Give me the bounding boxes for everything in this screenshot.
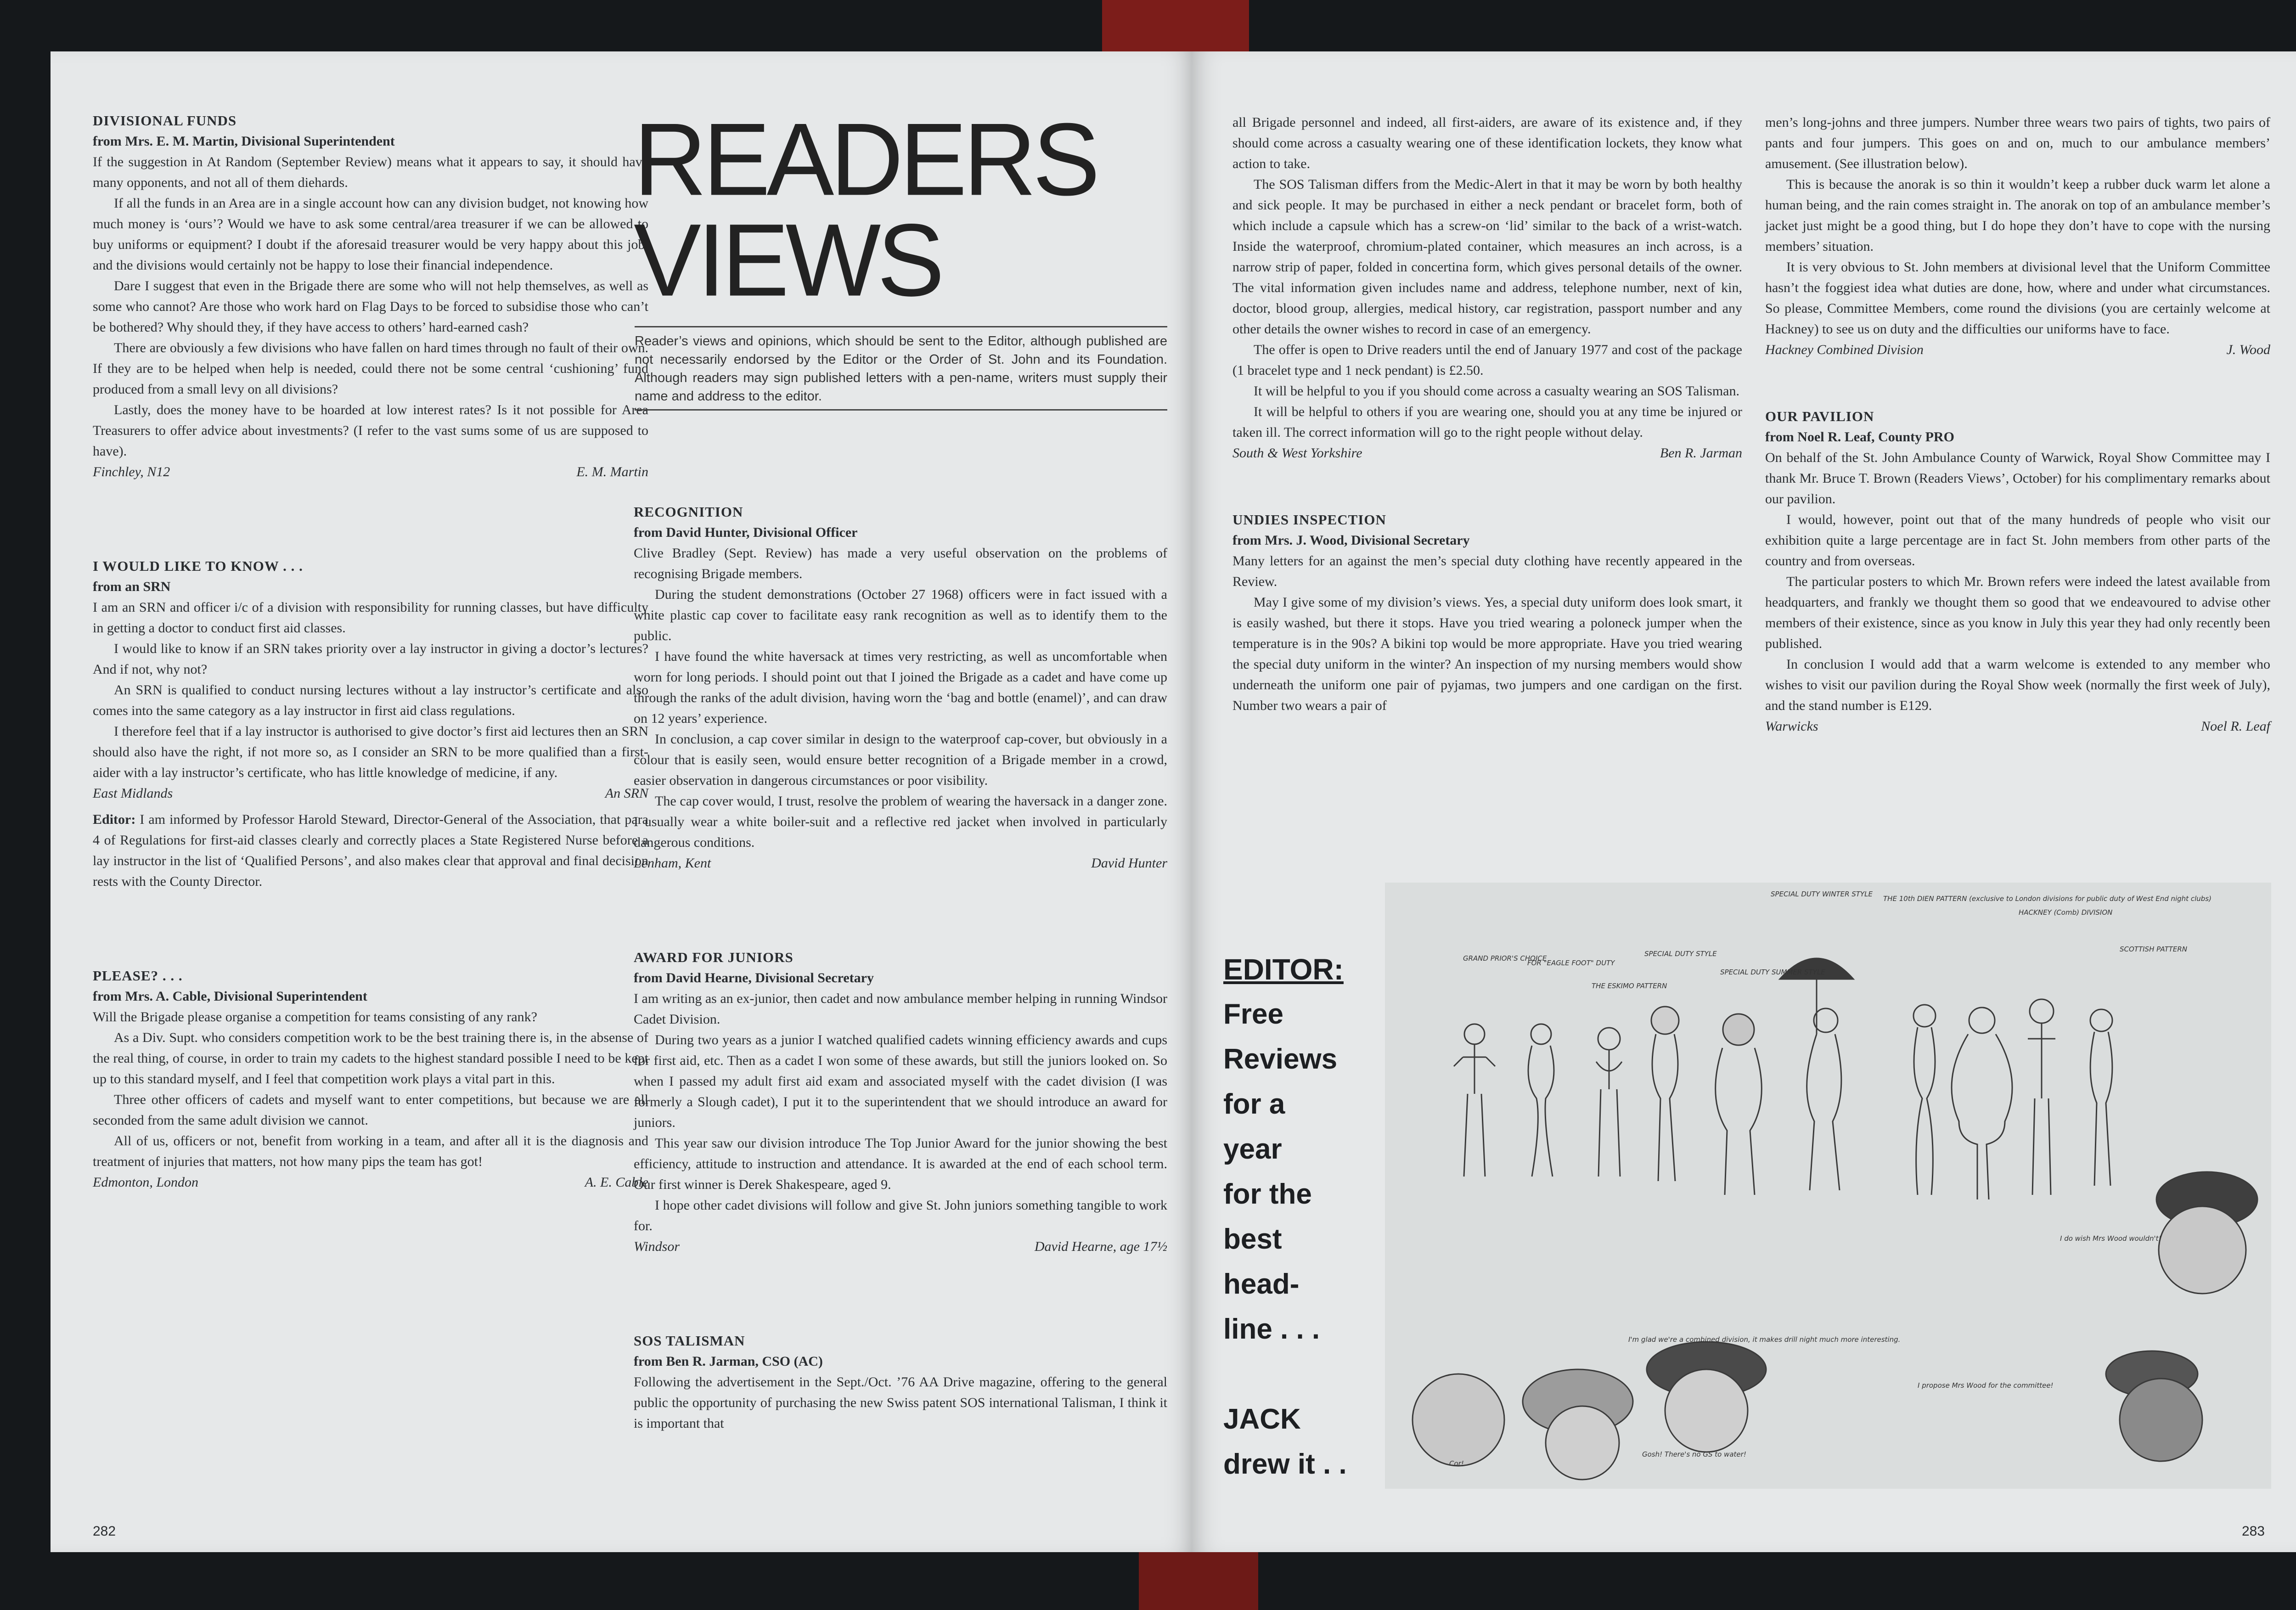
letter-paragraph: I hope other cadet divisions will follow and give St. John juniors something tangible to work for. [634, 1198, 1167, 1233]
letter-paragraph: As a Div. Supt. who considers competition work to be the best training there is, in the absense of the real thing, of course, in order to train my cadets to the highest standard possible I need to be kept up to this standard myself, and I feel that competition work plays a vital part in this. [93, 1030, 648, 1086]
left-page [51, 51, 1194, 1552]
letter-paragraph: Following the advertisement in the Sept./Oct. ’76 AA Drive magazine, offering to the general public the opportunity of purchasing the new Swiss patent SOS international Talisman, I think it is important that [634, 1374, 1167, 1431]
right-column-2 [1765, 112, 2270, 737]
cartoon-drawing [1385, 883, 2271, 1489]
letter-signoff [93, 1172, 648, 1193]
editor-box-line: best [1223, 1223, 1282, 1255]
editor-box-line: head- [1223, 1268, 1300, 1300]
letter-paragraph: The cap cover would, I trust, resolve the problem of wearing the haversack in a danger zone. I usually wear a white boiler-suit and a reflective red jacket when involved in particularly dangerous conditions. [634, 794, 1167, 850]
letter-signature: Ben R. Jarman [1660, 445, 1742, 461]
right-page [1192, 51, 2296, 1552]
letter-spacer [1765, 360, 2270, 406]
letter-place: Warwicks [1765, 719, 1818, 734]
letter-paragraph: It will be helpful to others if you are wearing one, should you at any time be injured or taken ill. The correct information will go to the right people without delay. [1232, 404, 1742, 440]
title-line-1: READERS [634, 101, 1097, 217]
letter-paragraph: There are obviously a few divisions who have fallen on hard times through no fault of their own. If they are to be helped when help is needed, could there not be some central ‘cushioning’ fund produced from a small levy on all divisions? [93, 340, 648, 397]
letter-spacer [93, 892, 648, 965]
letter-paragraph: It will be helpful to you if you should come across a casualty wearing an SOS Talisman. [1254, 383, 1739, 399]
letter-heading: SOS TALISMAN [634, 1333, 745, 1349]
editor-box-line [1223, 1352, 1375, 1397]
left-column-2 [634, 501, 1167, 1434]
caption-9: SCOTTISH PATTERN [2120, 945, 2188, 953]
editor-box-heading: EDITOR: [1223, 953, 1344, 986]
letter-paragraph: If the suggestion in At Random (September Review) means what it appears to say, it should have many opponents, and not all of them diehards. [93, 154, 648, 190]
editor-box-line: line . . . [1223, 1313, 1320, 1345]
letter-from: from David Hunter, Divisional Officer [634, 525, 858, 540]
letter-spacer [93, 482, 648, 556]
letter-paragraph: The SOS Talisman differs from the Medic-Alert in that it may be worn by both healthy and sick people. It may be purchased in either a neck pendant or bracelet form, both of which include a capsule which has a screw-on ‘lid’ similar to the back of a wrist-watch. Inside the waterproof, chromium-plated container, which measures an inch across, is a narrow strip of paper, folded in concertina form, which gives personal details of the owner. The vital information given includes name and address, telephone number, next of kin, doctor, blood group, allergies, medical history, car registration, passport number and any other details the owner wishes to record in case of an emergency. [1232, 177, 1742, 337]
letter-paragraph: The particular posters to which Mr. Brown refers were indeed the latest available from headquarters, and frankly we thought them so good that we endeavoured to advise other members of their existence, since as you know in July this year they had only recently been published. [1765, 574, 2270, 651]
right-column-1 [1232, 112, 1742, 716]
letter-signature: J. Wood [2226, 342, 2270, 357]
caption-12: Gosh! There's no GS to water! [1642, 1450, 1746, 1458]
letter-spacer [634, 1257, 1167, 1330]
letter-paragraph: I would like to know if an SRN takes priority over a lay instructor in giving a doctor’s lectures? And if not, why not? [93, 641, 648, 677]
letter-from: from Mrs. J. Wood, Divisional Secretary [1232, 533, 1470, 548]
letter-heading: PLEASE? . . . [93, 968, 183, 984]
page-title [634, 101, 1097, 318]
editor-note [93, 809, 648, 892]
letter-paragraph: all Brigade personnel and indeed, all first-aiders, are aware of its existence and, if they should come across a casualty wearing one of these identification lockets, they know what action to take. [1232, 115, 1742, 171]
letter-from: from an SRN [93, 579, 171, 594]
letter-paragraph: In conclusion I would add that a warm welcome is extended to any member who wishes to visit our pavilion during the Royal Show week (normally the first week of July), and the stand number is E129. [1765, 657, 2270, 713]
letter-signoff [93, 783, 648, 804]
letter-paragraph: I am writing as an ex-junior, then cadet and now ambulance member helping in running Windsor Cadet Division. [634, 991, 1167, 1027]
letter-paragraph: This year saw our division introduce The Top Junior Award for the junior showing the best efficiency, attitude to instruction and attendance. It is awarded at the end of each school term. Our first winner is Derek Shakespeare, aged 9. [634, 1136, 1167, 1192]
caption-6: SPECIAL DUTY WINTER STYLE [1771, 890, 1873, 898]
caption-8: HACKNEY (Comb) DIVISION [2019, 908, 2113, 917]
editor-note-label: Editor: [93, 812, 136, 827]
caption-2: FOR "EAGLE FOOT" DUTY [1527, 959, 1615, 967]
editor-box-line: Reviews [1223, 1043, 1338, 1075]
caption-11: I'm glad we're a combined division, it makes drill night much more interesting. [1628, 1335, 1901, 1344]
letter-heading: AWARD FOR JUNIORS [634, 949, 793, 965]
caption-10: I do wish Mrs Wood wouldn't! [2060, 1234, 2161, 1243]
intro-box: Reader’s views and opinions, which should be sent to the Editor, although published are not necessarily endorsed by the Editor or the Order of St. John and its Foundation. Although readers may sign published letters with a pen-name, writers must supply their name and address to the editor. [635, 326, 1167, 411]
letter-paragraph: On behalf of the St. John Ambulance County of Warwick, Royal Show Committee may I thank Mr. Bruce T. Brown (Readers Views’, October) for his complimentary remarks about our pavilion. [1765, 450, 2270, 507]
letter-heading: UNDIES INSPECTION [1232, 512, 1386, 528]
letter-heading: OUR PAVILION [1765, 408, 1874, 424]
editor-box-line: drew it . . [1223, 1448, 1347, 1480]
letter-place: Windsor [634, 1239, 680, 1254]
letter-from: from Noel R. Leaf, County PRO [1765, 429, 1954, 445]
caption-7: THE 10th DIEN PATTERN (exclusive to London divisions for public duty of West End night clubs) [1883, 895, 2212, 903]
editor-note-text: I am informed by Professor Harold Steward, Director-General of the Association, that para 4 of Regulations for first-aid classes clearly and correctly places a State Registered Nurse before a lay instructor in the list of ‘Qualified Persons’, and also makes clear that approval and final decision rests with the County Director. [93, 812, 648, 889]
letter-place: East Midlands [93, 786, 173, 801]
letter-paragraph: During the student demonstrations (October 27 1968) officers were in fact issued with a white plastic cap cover to facilitate easy rank recognition as well as to identify them to the public. [634, 587, 1167, 643]
caption-3: THE ESKIMO PATTERN [1592, 982, 1667, 990]
cartoon-illustration [1385, 883, 2271, 1489]
letter-signoff [93, 462, 648, 482]
letter-paragraph: I therefore feel that if a lay instructor is authorised to give doctor’s first aid lectures then an SRN should also have the right, if not more so, as I consider an SRN to be more qualified than a first-aider with a lay instructor’s certificate, who has little knowledge of medicine, if any. [93, 724, 648, 780]
letter-heading: I WOULD LIKE TO KNOW . . . [93, 558, 303, 574]
editor-contest-box [1223, 947, 1375, 1487]
letter-paragraph: Will the Brigade please organise a competition for teams consisting of any rank? [93, 1009, 537, 1025]
letter-paragraph: Three other officers of cadets and myself want to enter competitions, but because we are all seconded from the same adult division we cannot. [93, 1092, 648, 1128]
letter-heading: DIVISIONAL FUNDS [93, 113, 237, 129]
letter-spacer [1232, 463, 1742, 509]
letter-signoff [1765, 339, 2270, 360]
letter-paragraph: men’s long-johns and three jumpers. Number three wears two pairs of tights, two pairs of pants and four jumpers. This goes on and on, much to our ambulance members’ amusement. (See illustration below). [1765, 115, 2270, 171]
letter-spacer [634, 873, 1167, 947]
title-line-2: VIEWS [634, 202, 941, 318]
left-column-1 [93, 110, 648, 1193]
letter-place: Finchley, N12 [93, 464, 170, 479]
letter-signature: A. E. Cable [585, 1175, 648, 1190]
letter-signoff [1765, 716, 2270, 737]
editor-box-line: Free [1223, 998, 1283, 1030]
letter-paragraph: An SRN is qualified to conduct nursing lectures without a lay instructor’s certificate and also comes into the same category as a lay instructor in first aid class regulations. [93, 682, 648, 718]
letter-paragraph: I am an SRN and officer i/c of a division with responsibility for running classes, but have difficulty in getting a doctor to conduct first aid classes. [93, 600, 648, 636]
letter-paragraph: In conclusion, a cap cover similar in design to the waterproof cap-cover, but obviously in a colour that is easily seen, would ensure better recognition of a Brigade member in a crowd, easier observation in dangerous circumstances or poor visibility. [634, 732, 1167, 788]
letter-paragraph: Dare I suggest that even in the Brigade there are some who will not help themselves, as well as some who cannot? Are those who work hard on Flag Days to be forced to subsidise those who can’t be bothered? Why should they, if they have access to others’ hard-earned cash? [93, 278, 648, 335]
letter-paragraph: Clive Bradley (Sept. Review) has made a very useful observation on the problems of recognising Brigade members. [634, 546, 1167, 581]
letter-paragraph: I would, however, point out that of the many hundreds of people who visit our exhibition quite a large percentage are in fact St. John members from other parts of the country and from overseas. [1765, 512, 2270, 569]
letter-signature: Noel R. Leaf [2201, 719, 2270, 734]
editor-box-line: year [1223, 1133, 1282, 1165]
letter-paragraph: If all the funds in an Area are in a single account how can any division budget, not knowing how much money is ‘ours’? Would we have to ask some central/area treasurer if we can be allowed to buy uniforms or equipment? I doubt if the aforesaid treasurer would be very happy about this job, and the divisions would certainly not be happy to lose their financial independence. [93, 196, 648, 273]
letter-paragraph: During two years as a junior I watched qualified cadets winning efficiency awards and cups for first aid, etc. Then as a cadet I won some of these awards, but still the juniors looked on. So when I passed my adult first aid exam and associated myself with the cadet division (I was formerly a Slough cadet), I put it to the superintendent that we should introduce an award for juniors. [634, 1032, 1167, 1130]
letter-paragraph: Many letters for an against the men’s special duty clothing have recently appeared in the Review. [1232, 553, 1742, 589]
caption-14: I propose Mrs Wood for the committee! [1918, 1381, 2054, 1390]
letter-signoff [634, 1236, 1167, 1257]
letter-paragraph: All of us, officers or not, benefit from working in a team, and after all it is the diagnosis and treatment of injuries that matters, not how many pips the team has got! [93, 1133, 648, 1169]
letter-paragraph: Lastly, does the money have to be hoarded at low interest rates? Is it not possible for Area Treasurers to offer advice about investments? (I refer to the vast sums some of us are supposed to have). [93, 402, 648, 459]
letter-place: Lenham, Kent [634, 856, 711, 871]
page-number: 282 [93, 1524, 116, 1539]
page-number: 283 [2241, 1524, 2265, 1539]
letter-place: South & West Yorkshire [1232, 445, 1362, 461]
letter-signature: E. M. Martin [576, 464, 648, 479]
letter-from: from Ben R. Jarman, CSO (AC) [634, 1354, 823, 1369]
caption-4: SPECIAL DUTY STYLE [1644, 950, 1717, 958]
letter-from: from David Hearne, Divisional Secretary [634, 970, 874, 985]
caption-1: GRAND PRIOR'S CHOICE [1463, 954, 1547, 963]
editor-box-line: JACK [1223, 1403, 1301, 1435]
letter-from: from Mrs. A. Cable, Divisional Superintendent [93, 989, 367, 1004]
caption-5: SPECIAL DUTY SUMMER STYLE [1720, 968, 1825, 976]
letter-place: Hackney Combined Division [1765, 342, 1924, 357]
letter-signature: David Hearne, age 17½ [1034, 1239, 1167, 1254]
letter-paragraph: I have found the white haversack at times very restricting, as well as uncomfortable when worn for long periods. I should point out that I joined the Brigade as a cadet and have come up through the ranks of the adult division, having worn the ‘bag and bottle (enamel)’, and can draw on 12 years’ experience. [634, 649, 1167, 726]
letter-signature: David Hunter [1091, 856, 1167, 871]
letter-heading: RECOGNITION [634, 504, 743, 520]
letter-signature: An SRN [605, 786, 648, 801]
letter-signoff [1232, 443, 1742, 463]
caption-13: Cor! [1449, 1459, 1464, 1468]
letter-paragraph: The offer is open to Drive readers until the end of January 1977 and cost of the package (1 bracelet type and 1 neck pendant) is £2.50. [1232, 342, 1742, 378]
letter-signoff [634, 853, 1167, 873]
editor-box-line: for the [1223, 1178, 1312, 1210]
letter-paragraph: This is because the anorak is so thin it wouldn’t keep a rubber duck warm let alone a human being, and the rain comes straight in. The anorak on top of an ambulance member’s jacket just might be a good thing, but I do hope they don’t have to cope with the nursing members’ situation. [1765, 177, 2270, 254]
letter-from: from Mrs. E. M. Martin, Divisional Superintendent [93, 134, 395, 149]
letter-paragraph: May I give some of my division’s views. Yes, a special duty uniform does look smart, it is easily washed, but there it stops. Have you tried wearing a poloneck jumper when the temperature is in the 90s? A bikini top would be more appropriate. Have you tried wearing the special duty uniform in the winter? An inspection of my nursing members would show underneath the uniform one pair of pyjamas, two jumpers and one cardigan on the first. Number two wears a pair of [1232, 595, 1742, 713]
editor-box-line: for a [1223, 1088, 1285, 1120]
letter-place: Edmonton, London [93, 1175, 199, 1190]
letter-paragraph: It is very obvious to St. John members at divisional level that the Uniform Committee hasn’t the foggiest idea what duties are done, how, where and under what circumstances. So please, Committee Members, come round the divisions (you are certainly welcome at Hackney) to see us on duty and the difficulties our uniforms have to face. [1765, 259, 2270, 337]
